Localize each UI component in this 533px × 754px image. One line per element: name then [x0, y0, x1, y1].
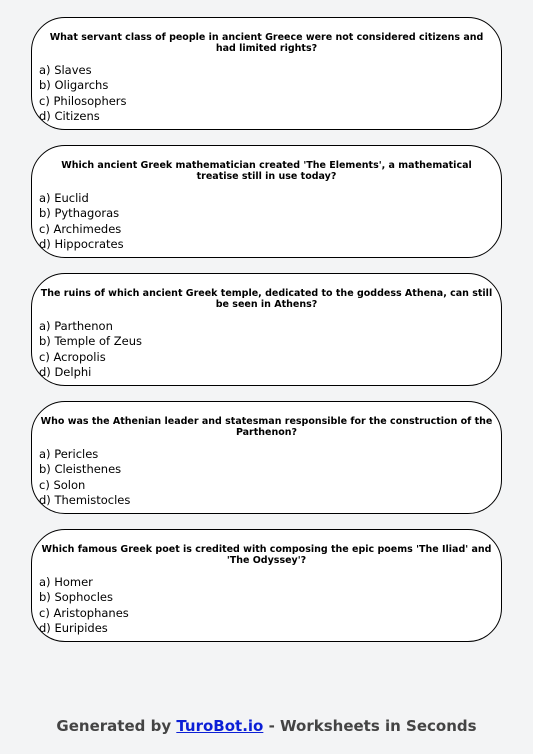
- option-b: b) Cleisthenes: [39, 462, 122, 477]
- option-d: d) Hippocrates: [39, 236, 124, 251]
- option-b: b) Pythagoras: [39, 206, 120, 221]
- question-text: What servant class of people in ancient Greece were not considered citizens and had limited rights?: [49, 32, 484, 54]
- options-list: [39, 447, 130, 508]
- options-list: [39, 575, 129, 636]
- option-b: b) Sophocles: [39, 590, 113, 605]
- option-a: a) Euclid: [39, 191, 89, 205]
- question-text: Who was the Athenian leader and statesman responsible for the construction of the Parthenon?: [40, 416, 493, 438]
- options-list: [39, 319, 142, 380]
- footer-credit: [0, 717, 533, 735]
- footer-suffix: - Worksheets in Seconds: [263, 717, 477, 735]
- option-a: a) Slaves: [39, 63, 92, 77]
- option-c: c) Acropolis: [39, 349, 106, 364]
- option-c: c) Solon: [39, 477, 86, 492]
- options-list: [39, 63, 127, 124]
- option-a: a) Homer: [39, 575, 93, 589]
- footer-prefix: Generated by: [56, 717, 177, 735]
- option-a: a) Parthenon: [39, 319, 113, 333]
- options-list: [39, 191, 124, 252]
- question-card-2: [31, 145, 502, 258]
- question-card-1: [31, 17, 502, 130]
- option-d: d) Delphi: [39, 364, 92, 379]
- turobot-link[interactable]: TuroBot.io: [176, 717, 264, 735]
- question-card-3: [31, 273, 502, 386]
- question-text: Which famous Greek poet is credited with composing the epic poems 'The Iliad' and 'The Odyssey'?: [41, 544, 492, 566]
- option-a: a) Pericles: [39, 447, 99, 461]
- option-b: b) Oligarchs: [39, 78, 109, 93]
- option-d: d) Euripides: [39, 620, 108, 635]
- option-b: b) Temple of Zeus: [39, 334, 142, 349]
- option-c: c) Philosophers: [39, 93, 127, 108]
- question-text: Which ancient Greek mathematician created 'The Elements', a mathematical treatise still in use today?: [61, 160, 472, 182]
- option-c: c) Aristophanes: [39, 605, 129, 620]
- question-text: The ruins of which ancient Greek temple, dedicated to the goddess Athena, can still be seen in Athens?: [40, 288, 493, 310]
- question-card-4: [31, 401, 502, 514]
- option-d: d) Themistocles: [39, 492, 131, 507]
- question-card-5: [31, 529, 502, 642]
- option-c: c) Archimedes: [39, 221, 122, 236]
- option-d: d) Citizens: [39, 108, 100, 123]
